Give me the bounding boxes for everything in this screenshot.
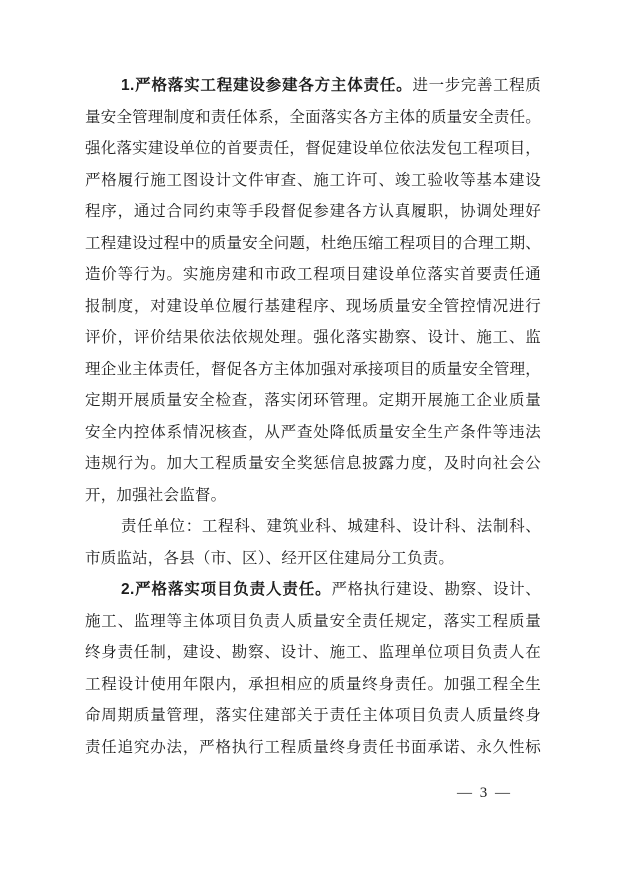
text-run: 进一步完善工程质 xyxy=(412,77,541,94)
text-line: 命周期质量管理，落实住建部关于责任主体项目负责人质量终身 xyxy=(85,707,541,724)
text-line xyxy=(85,70,541,102)
text-line: 强化落实建设单位的首要责任，督促建设单位依法发包工程项目， xyxy=(85,140,541,157)
page-number: — 3 — xyxy=(457,785,512,801)
text-line: 理企业主体责任，督促各方主体加强对承接项目的质量安全管理， xyxy=(85,360,541,378)
section-2-heading: 2.严格落实项目负责人责任。 xyxy=(121,581,332,598)
body-text xyxy=(85,70,541,763)
text-line: 安全内控体系情况核查，从严查处降低质量安全生产条件等违法 xyxy=(85,423,541,441)
text-line: 工程设计使用年限内，承担相应的质量终身责任。加强工程全生 xyxy=(85,675,541,693)
text-line: 工程建设过程中的质量安全问题，杜绝压缩工程项目的合理工期、 xyxy=(85,234,541,252)
section-1-heading: 1.严格落实工程建设参建各方主体责任。 xyxy=(121,77,413,94)
text-line: 造价等行为。实施房建和市政工程项目建设单位落实首要责任通 xyxy=(85,266,541,283)
text-line: 量安全管理制度和责任体系，全面落实各方主体的质量安全责任。 xyxy=(85,108,541,126)
text-line: 终身责任制，建设、勘察、设计、施工、监理单位项目负责人在 xyxy=(85,644,541,661)
responsible-units-line: 责任单位：工程科、建筑业科、城建科、设计科、法制科、 xyxy=(121,518,541,535)
text-line: 施工、监理等主体项目负责人质量安全责任规定，落实工程质量 xyxy=(85,612,541,630)
text-line: 评价，评价结果依法依规处理。强化落实勘察、设计、施工、监 xyxy=(85,329,541,346)
text-line: 责任追究办法，严格执行工程质量终身责任书面承诺、永久性标 xyxy=(85,738,541,756)
text-line: 违规行为。加大工程质量安全奖惩信息披露力度，及时向社会公 xyxy=(85,455,541,472)
responsible-units-line: 市质监站，各县（市、区）、经开区住建局分工负责。 xyxy=(85,549,455,567)
text-line xyxy=(85,574,541,606)
text-line: 开，加强社会监督。 xyxy=(85,486,227,504)
text-line: 严格履行施工图设计文件审查、施工许可、竣工验收等基本建设 xyxy=(85,171,541,189)
text-line: 程序，通过合同约束等手段督促参建各方认真履职，协调处理好 xyxy=(85,203,541,220)
text-run: 严格执行建设、勘察、设计、 xyxy=(331,581,541,598)
text-line: 报制度，对建设单位履行基建程序、现场质量安全管控情况进行 xyxy=(85,297,541,315)
text-line: 定期开展质量安全检查，落实闭环管理。定期开展施工企业质量 xyxy=(85,392,541,409)
